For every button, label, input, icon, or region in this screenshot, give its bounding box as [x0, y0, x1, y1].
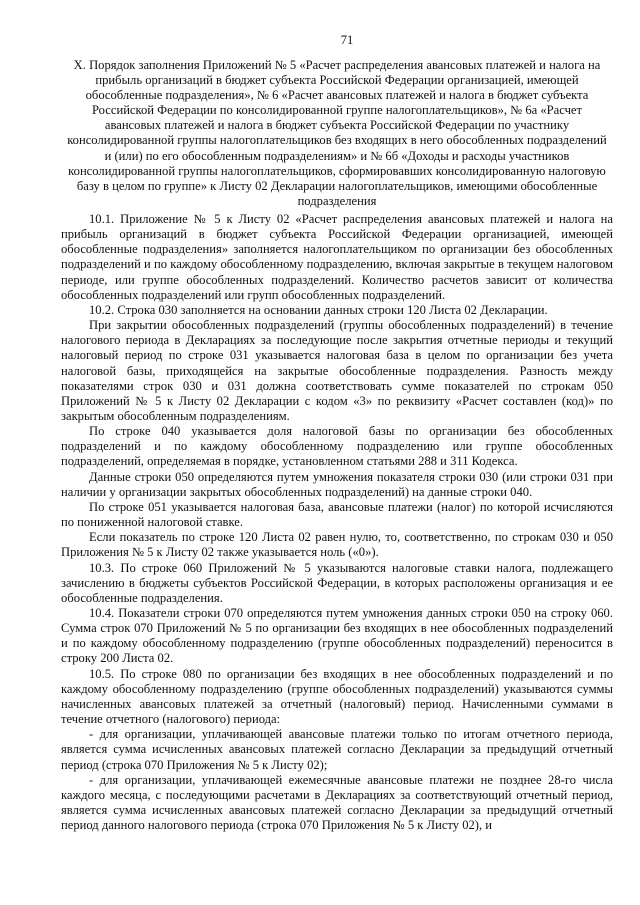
section-heading: X. Порядок заполнения Приложений № 5 «Расчет распределения авансовых платежей и налога на прибыль организаций в бюджет субъекта Российской Федерации организацией, имеющей обособленные подразделения», № 6 «Расчет авансовых платежей и налога в бюджет субъекта Российской Федерации по консолидированной группе налогоплательщиков», № 6а «Расчет авансовых платежей и налога в бюджет субъекта Российской Федерации по участнику консолидированной группы налогоплательщиков без входящих в него обособленных подразделений и (или) по его обособленным подразделениям» и № 6б «Доходы и расходы участников консолидированной группы налогоплательщиков, сформировавших консолидированную налоговую базу в целом по группе» к Листу 02 Декларации налогоплательщиков, имеющими обособленные подразделения — [67, 58, 607, 208]
paragraph-10-1: 10.1. Приложение № 5 к Листу 02 «Расчет распределения авансовых платежей и налога на прибыль организаций в бюджет субъекта Российской Федерации организацией, имеющей обособленные подразделения» заполняется налогоплательщиком по организации без обособленных подразделений и по каждому обособленному подразделению, включая закрытые в текущем налоговом периоде, или группе обособленных подразделений. Количество расчетов зависит от количества обособленных подразделений или групп обособленных подразделений. — [61, 211, 613, 302]
page-number: 71 — [340, 33, 354, 47]
section-body — [61, 212, 613, 833]
paragraph-10-3: 10.3. По строке 060 Приложений № 5 указываются налоговые ставки налога, подлежащего зачислению в бюджеты субъектов Российской Федерации, в которых расположены организация и ее обособленные подразделения. — [61, 560, 613, 605]
paragraph-10-5: 10.5. По строке 080 по организации без входящих в нее обособленных подразделений и по каждому обособленному подразделению (группе обособленных подразделений) указываются суммы начисленных авансовых платежей за отчетный (налоговый) период. Начисленными суммами в течение отчетного (налогового) периода: — [61, 666, 613, 727]
list-item-monthly-payer: - для организации, уплачивающей ежемесячные авансовые платежи не позднее 28-го числа каждого месяца, с последующими расчетами в Декларациях за соответствующий отчетный период, является сумма исчисленных авансовых платежей согласно Декларации за предыдущий отчетный период данного налогового периода (строка 070 Приложения № 5 к Листу 02), и — [61, 772, 613, 833]
list-item-quarterly-payer: - для организации, уплачивающей авансовые платежи только по итогам отчетного периода, является сумма исчисленных авансовых платежей согласно Декларации за предыдущий отчетный период (строка 070 Приложения № 5 к Листу 02); — [61, 727, 613, 772]
paragraph-line-050: Данные строки 050 определяются путем умножения показателя строки 030 (или строки 031 при наличии у организации закрытых обособленных подразделений) на данные строки 040. — [61, 469, 613, 499]
paragraph-10-4: 10.4. Показатели строки 070 определяются путем умножения данных строки 050 на строку 060. Сумма строк 070 Приложений № 5 по организации без входящих в нее обособленных подразделений и по каждому обособленному подразделению (группе обособленных подразделений) переносится в строку 200 Листа 02. — [61, 606, 613, 666]
paragraph-zero-base: Если показатель по строке 120 Листа 02 равен нулю, то, соответственно, по строкам 030 и 050 Приложения № 5 к Листу 02 также указывается ноль («0»). — [61, 530, 613, 560]
paragraph-line-040: По строке 040 указывается доля налоговой базы по организации без обособленных подразделений и по каждому обособленному подразделению или группе обособленных подразделений, определяемая в порядке, установленном статьями 288 и 311 Кодекса. — [61, 424, 613, 469]
paragraph-10-2: 10.2. Строка 030 заполняется на основании данных строки 120 Листа 02 Декларации. — [89, 302, 548, 317]
paragraph-line-051: По строке 051 указывается налоговая база, авансовые платежи (налог) по которой исчисляются по пониженной налоговой ставке. — [61, 499, 613, 530]
paragraph-closing-subdivisions: При закрытии обособленных подразделений (группы обособленных подразделений) в течение налогового периода в Декларациях за последующие после закрытия отчетные периоды и текущий налоговый период по строке 031 указывается налоговая база в целом по организации без учета налоговой базы, приходящейся на закрытые обособленные подразделения. Разность между показателями строк 030 и 031 должна соответствовать сумме показателей по строкам 050 Приложений № 5 к Листу 02 Декларации с кодом «3» по реквизиту «Расчет составлен (код)» по закрытым обособленным подразделениям. — [61, 318, 613, 423]
